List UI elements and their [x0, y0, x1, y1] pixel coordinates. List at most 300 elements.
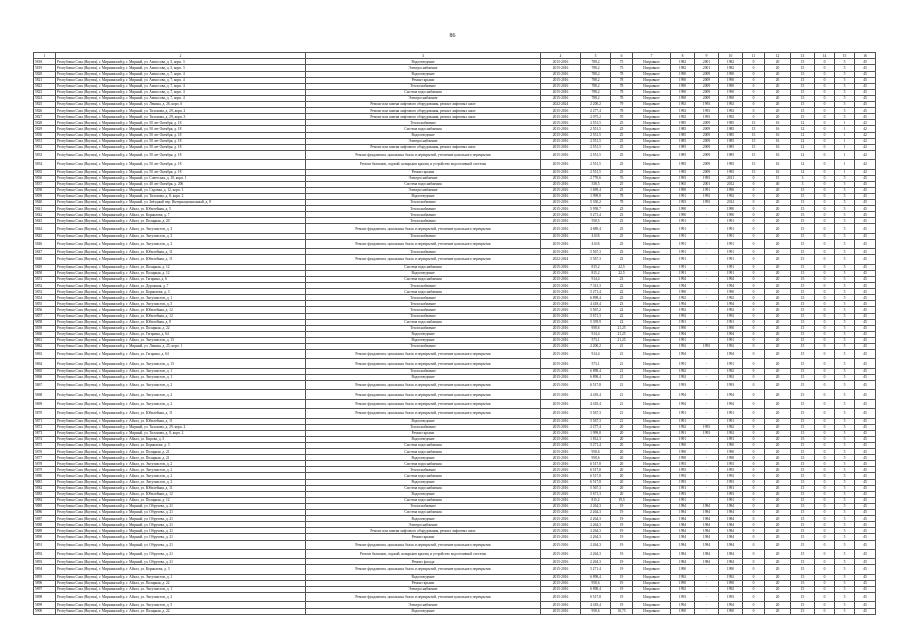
table-cell: 5	[835, 239, 855, 248]
table-cell: 1993	[671, 593, 695, 602]
table-cell: 0	[815, 233, 835, 239]
table-cell: 20	[611, 449, 633, 455]
table-cell: 2015-2016	[541, 580, 581, 586]
table-cell: 1992	[671, 374, 695, 380]
table-cell: Исправное	[633, 409, 671, 418]
table-cell: -	[695, 593, 719, 602]
table-cell: 4 418,4	[581, 301, 611, 307]
table-cell: 0	[815, 108, 835, 114]
table-cell: 5823	[34, 89, 56, 95]
table-cell: 1993	[695, 114, 719, 120]
table-cell: 1992	[719, 368, 743, 374]
table-cell: Исправное	[633, 102, 671, 108]
table-cell: 5849	[34, 264, 56, 270]
table-cell: 15	[791, 301, 815, 307]
table-cell: 45	[855, 264, 876, 270]
table-cell: 1991	[671, 255, 695, 264]
table-cell: 0	[815, 264, 835, 270]
table-cell: 0	[815, 467, 835, 473]
table-cell: 1991	[719, 485, 743, 491]
table-cell: -	[695, 331, 719, 337]
table-cell: 2015-2016	[541, 586, 581, 592]
table-cell: 5868	[34, 390, 56, 399]
table-cell: 2 551,5	[581, 150, 611, 159]
table-cell: 5	[835, 270, 855, 276]
table-cell: 0	[743, 264, 765, 270]
table-cell: 21,25	[611, 331, 633, 337]
table-cell: 20	[765, 114, 791, 120]
table-cell: Ремонт фундамента, цокольных балок и перекрытий, утепление цокольного перекрытия	[306, 409, 541, 418]
table-cell: 5820	[34, 71, 56, 77]
table-cell: 45	[855, 418, 876, 424]
table-cell: 20	[765, 528, 791, 534]
table-cell: 1994	[719, 276, 743, 282]
table-cell: 42	[855, 169, 876, 175]
table-cell: 45	[855, 206, 876, 212]
table-cell: 45	[855, 586, 876, 592]
table-cell: 1993	[671, 473, 695, 479]
table-cell: 15	[791, 443, 815, 449]
table-cell: 20	[611, 436, 633, 442]
table-cell: 5866	[34, 374, 56, 380]
table-cell: 5	[835, 224, 855, 233]
table-cell: 1992	[719, 114, 743, 120]
table-cell: 5	[835, 89, 855, 95]
table-cell: Республика Саха (Якутия), г. Мирнинский р, г. Айхал, ул. Энтузиастов, д. 3	[56, 239, 306, 248]
table-cell: 5859	[34, 325, 56, 331]
table-cell: 5862	[34, 344, 56, 350]
table-cell: 5	[835, 479, 855, 485]
table-cell: 914,4	[581, 331, 611, 337]
table-cell: Исправное	[633, 549, 671, 558]
table-cell: 0	[815, 534, 835, 540]
table-cell: 45	[855, 565, 876, 574]
table-cell: 5	[835, 580, 855, 586]
column-header: 4	[541, 53, 581, 59]
column-header: 2	[56, 53, 306, 59]
table-cell: 2015-2016	[541, 144, 581, 150]
table-cell: 20	[611, 430, 633, 436]
table-cell: 20	[765, 399, 791, 408]
table-cell: Республика Саха (Якутия), г. Мирнинский р, г. Мирный, ул. Садовая, д. 12, корп. 1	[56, 187, 306, 193]
table-cell: 20	[765, 218, 791, 224]
table-cell: 15	[765, 175, 791, 181]
table-cell: Республика Саха (Якутия), г. Мирнинский р, г. Айхал, ул. Гагарина, д. 64	[56, 331, 306, 337]
table-cell: 0	[743, 522, 765, 528]
column-header: 13	[791, 53, 815, 59]
table-cell: 573,1	[581, 359, 611, 368]
table-cell: 45	[855, 325, 876, 331]
table-cell: Исправное	[633, 602, 671, 608]
table-cell: 2015-2016	[541, 455, 581, 461]
table-cell: 788,2	[581, 89, 611, 95]
table-cell: 5	[835, 212, 855, 218]
table-cell: 1985	[719, 126, 743, 132]
table-cell: 1991	[719, 233, 743, 239]
table-cell: Республика Саха (Якутия), г. Мирнинский р, г. Мирный, ул. Тихонова, д. 29, корп. 2	[56, 424, 306, 430]
table-cell: 25	[611, 181, 633, 187]
table-cell: 5 567,3	[581, 418, 611, 424]
table-cell: 2009	[695, 83, 719, 89]
table-cell: 5835	[34, 169, 56, 175]
table-cell: Исправное	[633, 206, 671, 212]
table-cell: 15	[791, 467, 815, 473]
table-cell: 2 200,2	[581, 102, 611, 108]
table-cell: 2015-2016	[541, 350, 581, 359]
table-cell: 20	[611, 485, 633, 491]
table-cell: 0	[743, 593, 765, 602]
table-cell: 2015-2016	[541, 283, 581, 289]
table-cell: 1993	[719, 313, 743, 319]
table-cell: 0	[743, 574, 765, 580]
table-cell: 1990	[671, 565, 695, 574]
table-cell: 0	[743, 59, 765, 65]
table-cell: Республика Саха (Якутия), г. Мирнинский р, г. Айхал, ул. Энтузиастов, д. 2	[56, 467, 306, 473]
table-cell: 5829	[34, 126, 56, 132]
table-cell: 78	[611, 193, 633, 199]
table-cell: 45	[855, 71, 876, 77]
table-cell: Ремонт фундамента, цокольных балок и перекрытий, утепление цокольного перекрытия	[306, 150, 541, 159]
table-cell: 0	[743, 289, 765, 295]
table-cell: 1990	[671, 95, 695, 101]
table-cell: 0	[743, 586, 765, 592]
table-cell: 5	[835, 295, 855, 301]
table-cell: 1990	[671, 443, 695, 449]
page-number: 86	[449, 33, 456, 39]
table-cell: 1991	[671, 430, 695, 436]
table-cell: 788,2	[581, 59, 611, 65]
table-cell: -	[695, 586, 719, 592]
table-cell: 5865	[34, 368, 56, 374]
table-cell: Ремонт или замена лифтового оборудования, ремонт лифтовых шахт	[306, 144, 541, 150]
table-cell: 20	[765, 233, 791, 239]
table-cell: 4 616	[581, 233, 611, 239]
table-row	[34, 540, 876, 549]
table-cell: 0	[743, 114, 765, 120]
table-cell: 6 517,8	[581, 461, 611, 467]
table-cell: 15	[791, 239, 815, 248]
table-cell: 78	[611, 71, 633, 77]
table-cell: 5896	[34, 580, 56, 586]
table-cell: 0	[743, 295, 765, 301]
table-cell: 19	[611, 559, 633, 565]
table-cell: Теплоснабжение	[306, 249, 541, 255]
column-header: 1	[34, 53, 56, 59]
table-cell: 5 330,2	[581, 200, 611, 206]
table-cell: 15	[791, 89, 815, 95]
table-cell: 20	[765, 461, 791, 467]
table-cell: Электроснабжение	[306, 138, 541, 144]
table-cell: 15	[791, 430, 815, 436]
table-cell: 5 671,3	[581, 313, 611, 319]
table-cell: Система водоснабжения	[306, 289, 541, 295]
table-cell: 20	[611, 461, 633, 467]
table-cell: -	[695, 289, 719, 295]
table-cell: 5822	[34, 83, 56, 89]
table-cell: Ремонт крыши	[306, 580, 541, 586]
table-cell: 1984	[695, 510, 719, 516]
table-cell: 0	[743, 307, 765, 313]
table-cell: 0	[743, 399, 765, 408]
table-cell: 5842	[34, 212, 56, 218]
table-cell: 45	[855, 608, 876, 614]
table-cell: 16	[765, 160, 791, 169]
table-cell: 5	[835, 602, 855, 608]
table-cell: 1990	[719, 95, 743, 101]
table-cell: 573,1	[581, 337, 611, 343]
table-cell: Исправное	[633, 559, 671, 565]
table-cell: 1993	[695, 430, 719, 436]
table-cell: -	[695, 479, 719, 485]
table-cell: Исправное	[633, 249, 671, 255]
table-cell: Республика Саха (Якутия), г. Мирнинский р, г. Мирный, ул. 50 лет Октября, д. 18	[56, 126, 306, 132]
table-cell: 20	[765, 418, 791, 424]
table-cell: 5	[835, 289, 855, 295]
table-cell: 2015-2016	[541, 418, 581, 424]
table-cell: 2009	[695, 71, 719, 77]
table-cell: -	[695, 418, 719, 424]
table-cell: 0	[743, 485, 765, 491]
table-cell: -	[695, 350, 719, 359]
table-cell: 538,5	[581, 181, 611, 187]
table-cell: 2015-2016	[541, 399, 581, 408]
table-cell: 1985	[719, 132, 743, 138]
table-cell: Республика Саха (Якутия), г. Мирнинский р, г. Мирный, ул. Аммосова, д. 7, корп. 4	[56, 95, 306, 101]
table-cell: Исправное	[633, 325, 671, 331]
table-cell: 0	[743, 350, 765, 359]
table-cell: Республика Саха (Якутия), г. Мирнинский р, г. Айхал, ул. Полярная, д. 21	[56, 449, 306, 455]
table-cell: 0	[815, 491, 835, 497]
table-cell: 2015-2016	[541, 325, 581, 331]
table-cell: 0	[743, 255, 765, 264]
table-cell: 15	[791, 307, 815, 313]
table-cell: 15	[743, 120, 765, 126]
table-cell: 2015-2016	[541, 313, 581, 319]
table-cell: Исправное	[633, 239, 671, 248]
table-cell: Республика Саха (Якутия), г. Мирнинский р, г. Айхал, ул. Энтузиастов, д. 2	[56, 479, 306, 485]
table-cell: 1	[835, 120, 855, 126]
table-cell: 15	[791, 602, 815, 608]
table-cell: 15	[791, 233, 815, 239]
table-cell: 45	[855, 307, 876, 313]
table-cell: -	[695, 467, 719, 473]
table-cell: 15	[791, 295, 815, 301]
table-cell: 20	[765, 491, 791, 497]
table-cell: 15	[791, 350, 815, 359]
table-cell: 2015-2016	[541, 593, 581, 602]
table-cell: 0	[815, 485, 835, 491]
table-cell: Республика Саха (Якутия), г. Мирнинский р, г. Айхал, ул. Дорожная, д. 7	[56, 283, 306, 289]
table-cell: Водоотведение	[306, 331, 541, 337]
table-cell: 5	[835, 381, 855, 390]
table-cell: Система водоснабжения	[306, 485, 541, 491]
table-cell: 42	[855, 150, 876, 159]
table-cell: 1994	[671, 283, 695, 289]
table-cell: 5872	[34, 424, 56, 430]
table-cell: Исправное	[633, 580, 671, 586]
table-cell: 0	[815, 574, 835, 580]
table-cell: 0	[743, 516, 765, 522]
table-cell: 20	[765, 430, 791, 436]
table-row	[34, 255, 876, 264]
table-cell: 15	[791, 549, 815, 558]
table-cell: 45	[855, 175, 876, 181]
table-cell: 0	[743, 436, 765, 442]
table-cell: Республика Саха (Якутия), г. Мирнинский р, г. Айхал, ул. Юбилейная, д. 11	[56, 249, 306, 255]
table-cell: 5885	[34, 503, 56, 509]
table-cell: Теплоснабжение	[306, 212, 541, 218]
table-cell: 0	[743, 602, 765, 608]
table-cell: Теплоснабжение	[306, 503, 541, 509]
table-cell: 5	[835, 108, 855, 114]
table-cell: -	[695, 224, 719, 233]
table-cell: Исправное	[633, 522, 671, 528]
table-cell: 2015-2016	[541, 497, 581, 503]
table-cell: 12	[791, 138, 815, 144]
table-cell: 5	[835, 559, 855, 565]
table-cell: 0	[743, 418, 765, 424]
table-cell: Республика Саха (Якутия), г. Мирнинский р, г. Мирный, ул. Тихонова, д. 8, корп. 2	[56, 193, 306, 199]
table-cell: Ремонт фасада	[306, 559, 541, 565]
table-cell: 22	[611, 319, 633, 325]
table-cell: Теплоснабжение	[306, 344, 541, 350]
table-cell: Система водоснабжения	[306, 181, 541, 187]
table-cell: 45	[855, 602, 876, 608]
table-cell: -	[695, 473, 719, 479]
table-cell: 0	[743, 239, 765, 248]
table-cell: Исправное	[633, 224, 671, 233]
table-cell: 20	[765, 497, 791, 503]
table-cell: 1984	[695, 503, 719, 509]
table-cell: Водоотведение	[306, 337, 541, 343]
table-cell: 1984	[719, 549, 743, 558]
table-cell: 20	[765, 71, 791, 77]
table-cell: Исправное	[633, 381, 671, 390]
table-cell: 1	[835, 138, 855, 144]
table-cell: 0	[815, 102, 835, 108]
table-cell: Исправное	[633, 399, 671, 408]
table-cell: Исправное	[633, 586, 671, 592]
table-cell: 0	[815, 497, 835, 503]
table-cell: 5	[835, 95, 855, 101]
table-cell: 45	[855, 359, 876, 368]
table-cell: 15	[791, 224, 815, 233]
table-cell: 19	[611, 540, 633, 549]
table-cell: 45	[855, 77, 876, 83]
table-cell: 0	[743, 337, 765, 343]
table-cell: 15	[791, 491, 815, 497]
table-cell: 2015-2016	[541, 602, 581, 608]
capital-repair-table	[33, 52, 876, 615]
table-cell: Исправное	[633, 344, 671, 350]
table-cell: 15	[791, 218, 815, 224]
table-cell: 0	[815, 181, 835, 187]
table-cell: 21	[611, 344, 633, 350]
table-cell: Республика Саха (Якутия), г. Мирнинский р, г. Айхал, ул. Полярная, д. 21	[56, 455, 306, 461]
table-cell: 0	[743, 319, 765, 325]
table-cell: 5	[835, 528, 855, 534]
table-cell: 20	[765, 540, 791, 549]
table-cell: 19,5	[611, 497, 633, 503]
table-cell: 3	[791, 175, 815, 181]
table-cell: 0	[815, 602, 835, 608]
table-cell: 0	[743, 233, 765, 239]
table-cell: 2015-2016	[541, 409, 581, 418]
table-cell: 25	[611, 206, 633, 212]
table-cell: 5875	[34, 443, 56, 449]
table-cell: 1993	[695, 424, 719, 430]
table-cell: 0	[743, 479, 765, 485]
table-cell: Ремонт фундамента, цокольных балок и перекрытий, утепление цокольного перекрытия	[306, 381, 541, 390]
table-cell: 15	[791, 580, 815, 586]
table-cell: 5 271,4	[581, 565, 611, 574]
table-cell: 0	[743, 540, 765, 549]
table-cell: 5830	[34, 132, 56, 138]
table-cell: 5	[835, 549, 855, 558]
table-cell: Ремонт фундамента, цокольных балок и перекрытий, утепление цокольного перекрытия	[306, 350, 541, 359]
table-cell: 15	[743, 144, 765, 150]
table-cell: 20	[765, 424, 791, 430]
table-cell: 15	[791, 374, 815, 380]
table-cell: 20	[765, 359, 791, 368]
table-cell: 45	[855, 390, 876, 399]
table-cell: 2015-2016	[541, 83, 581, 89]
table-cell: 1985	[671, 138, 695, 144]
table-cell: Исправное	[633, 368, 671, 374]
table-cell: 20	[765, 255, 791, 264]
table-cell: 1990	[719, 449, 743, 455]
table-cell: Республика Саха (Якутия), г. Мирнинский р, г. Айхал, ул. Энтузиастов, д. 2	[56, 473, 306, 479]
table-cell: Исправное	[633, 510, 671, 516]
table-cell: 5882	[34, 485, 56, 491]
table-cell: 788,2	[581, 65, 611, 71]
table-cell: 1993	[671, 479, 695, 485]
table-cell: 2015-2016	[541, 169, 581, 175]
table-cell: 45	[855, 540, 876, 549]
table-cell: 0	[743, 424, 765, 430]
table-cell: -	[695, 485, 719, 491]
table-cell: 1991	[671, 409, 695, 418]
table-cell: 2009	[695, 120, 719, 126]
table-cell: Республика Саха (Якутия), г. Мирнинский р, г. Мирный, ул. Обручева, д. 21	[56, 534, 306, 540]
table-cell: 2 264,3	[581, 510, 611, 516]
table-cell: 1985	[671, 169, 695, 175]
table-cell: 2 200,2	[581, 344, 611, 350]
table-cell: 15	[791, 473, 815, 479]
table-cell: Система водоснабжения	[306, 89, 541, 95]
table-cell: 45	[855, 399, 876, 408]
table-cell: 15	[743, 132, 765, 138]
table-cell: 2015-2016	[541, 295, 581, 301]
table-cell: Исправное	[633, 418, 671, 424]
table-cell: 2015-2016	[541, 574, 581, 580]
table-cell: 5867	[34, 381, 56, 390]
table-cell: 1984	[719, 522, 743, 528]
table-cell: 15	[791, 193, 815, 199]
table-cell: 5832	[34, 144, 56, 150]
table-cell: 1985	[671, 120, 695, 126]
table-cell: 1984	[719, 516, 743, 522]
table-cell: 0	[815, 212, 835, 218]
table-cell: Республика Саха (Якутия), г. Мирнинский р, г. Мирный, ул. Обручева, д. 21	[56, 559, 306, 565]
table-cell: 1994	[671, 350, 695, 359]
table-cell: Республика Саха (Якутия), г. Мирнинский р, г. Айхал, ул. Юбилейная, д. 12	[56, 491, 306, 497]
table-cell: 22	[611, 307, 633, 313]
table-cell: 25	[611, 224, 633, 233]
table-cell: Ремонт фундамента, цокольных балок и перекрытий, утепление цокольного перекрытия	[306, 593, 541, 602]
table-cell: 0	[743, 108, 765, 114]
table-cell: Республика Саха (Якутия), г. Мирнинский р, г. Айхал, ул. Полярная, д. 20	[56, 218, 306, 224]
